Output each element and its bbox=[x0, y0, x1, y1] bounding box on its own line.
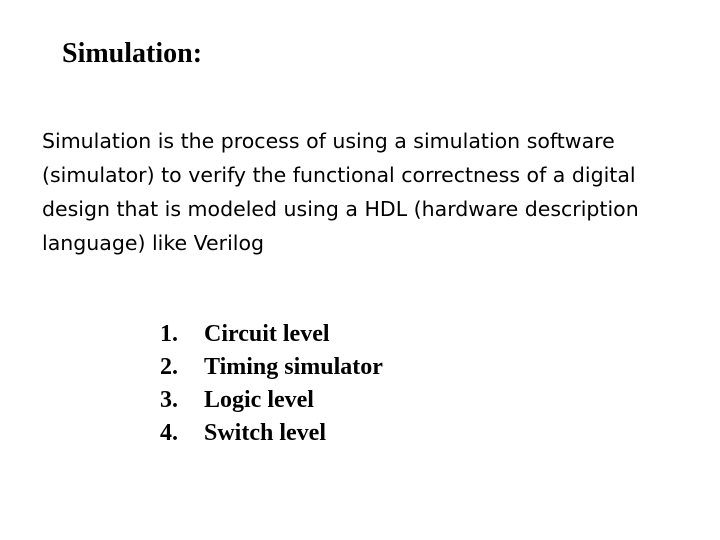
list-item-number: 4. bbox=[160, 420, 178, 446]
list-item-number: 1. bbox=[160, 321, 178, 347]
list-item-text: Timing simulator bbox=[204, 354, 383, 380]
list-item-text: Logic level bbox=[204, 387, 314, 413]
paragraph-lead-term: Simulation bbox=[42, 129, 152, 153]
list-item-number: 2. bbox=[160, 354, 178, 380]
list-item bbox=[160, 351, 383, 384]
list-item bbox=[160, 384, 383, 417]
list-item-text: Switch level bbox=[204, 420, 326, 446]
simulation-levels-list bbox=[160, 318, 383, 450]
paragraph-body-text: is the process of using a simulation software (simulator) to verify the functional correctness of a digital design that is modeled using a HDL (hardware description language) like Verilog bbox=[42, 129, 639, 255]
list-item bbox=[160, 417, 383, 450]
definition-paragraph bbox=[42, 124, 702, 260]
list-item-text: Circuit level bbox=[204, 321, 330, 347]
list-item bbox=[160, 318, 383, 351]
slide-title: Simulation: bbox=[62, 38, 203, 69]
list-item-number: 3. bbox=[160, 387, 178, 413]
